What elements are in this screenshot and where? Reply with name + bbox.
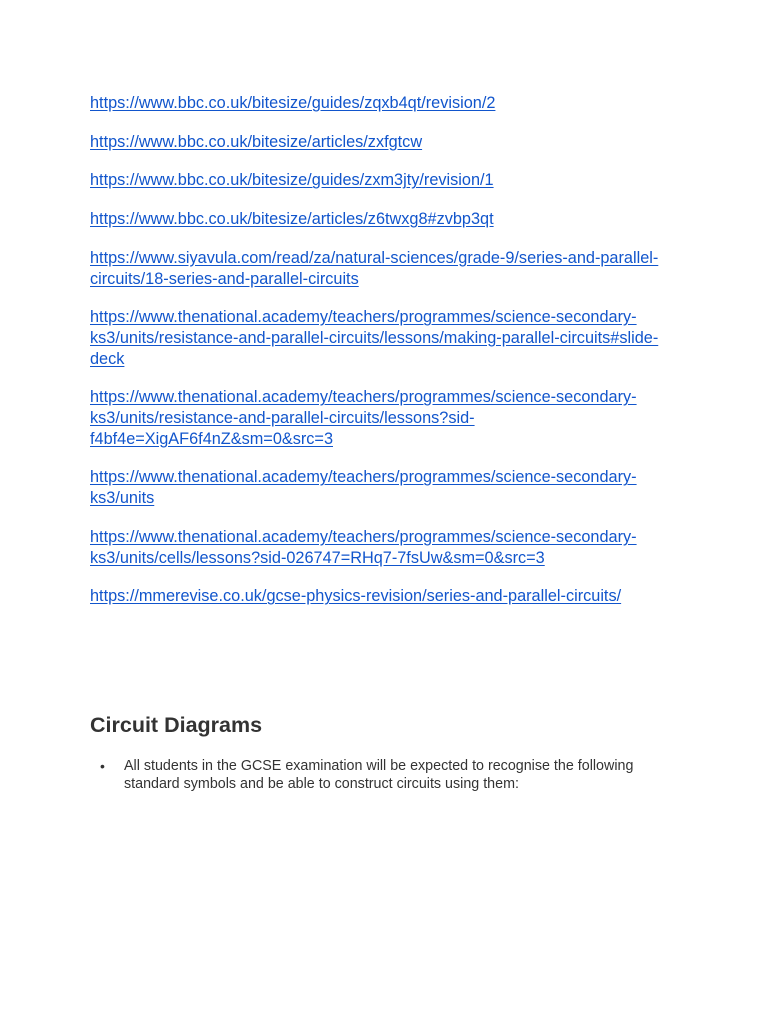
link-oak-units[interactable]: https://www.thenational.academy/teachers/programmes/science-secondary-ks3/units [90,468,637,508]
bullet-text: All students in the GCSE examination will be expected to recognise the following standard symbols and be able to construct circuits using them: [124,758,634,792]
link-bbc-zxfgtcw[interactable]: https://www.bbc.co.uk/bitesize/articles/zxfgtcw [90,132,423,151]
link-bbc-zqxb4qt[interactable]: https://www.bbc.co.uk/bitesize/guides/zqxb4qt/revision/2 [90,94,496,112]
list-item [90,209,680,230]
list-item [90,387,680,449]
list-item [90,170,680,191]
list-item [90,586,680,607]
bullet-list [90,757,690,793]
link-oak-resistance-lessons[interactable]: https://www.thenational.academy/teachers/programmes/science-secondary-ks3/units/resistance-and-parallel-circuits/lessons?sid-f4bf4e=XigAF6f4nZ&sm=0&src=3 [90,388,637,448]
list-item [90,248,680,289]
link-list [90,93,680,625]
list-item [90,757,690,793]
list-item [90,467,680,508]
list-item [90,307,680,369]
list-item [90,93,680,114]
section-heading: Circuit Diagrams [90,713,263,737]
list-item [90,132,680,153]
link-bbc-zxm3jty[interactable]: https://www.bbc.co.uk/bitesize/guides/zxm3jty/revision/1 [90,171,494,190]
link-mmerevise[interactable]: https://mmerevise.co.uk/gcse-physics-revision/series-and-parallel-circuits/ [90,587,622,606]
bullet-icon: • [100,758,105,774]
link-bbc-z6twxg8[interactable]: https://www.bbc.co.uk/bitesize/articles/z6twxg8#zvbp3qt [90,210,494,229]
list-item [90,527,680,568]
link-oak-making-parallel[interactable]: https://www.thenational.academy/teachers/programmes/science-secondary-ks3/units/resistance-and-parallel-circuits/lessons/making-parallel-circuits#slide-deck [90,308,659,368]
link-oak-cells[interactable]: https://www.thenational.academy/teachers/programmes/science-secondary-ks3/units/cells/lessons?sid-026747=RHq7-7fsUw&sm=0&src=3 [90,527,637,567]
link-siyavula[interactable]: https://www.siyavula.com/read/za/natural-sciences/grade-9/series-and-parallel-circuits/18-series-and-parallel-circuits [90,248,659,288]
